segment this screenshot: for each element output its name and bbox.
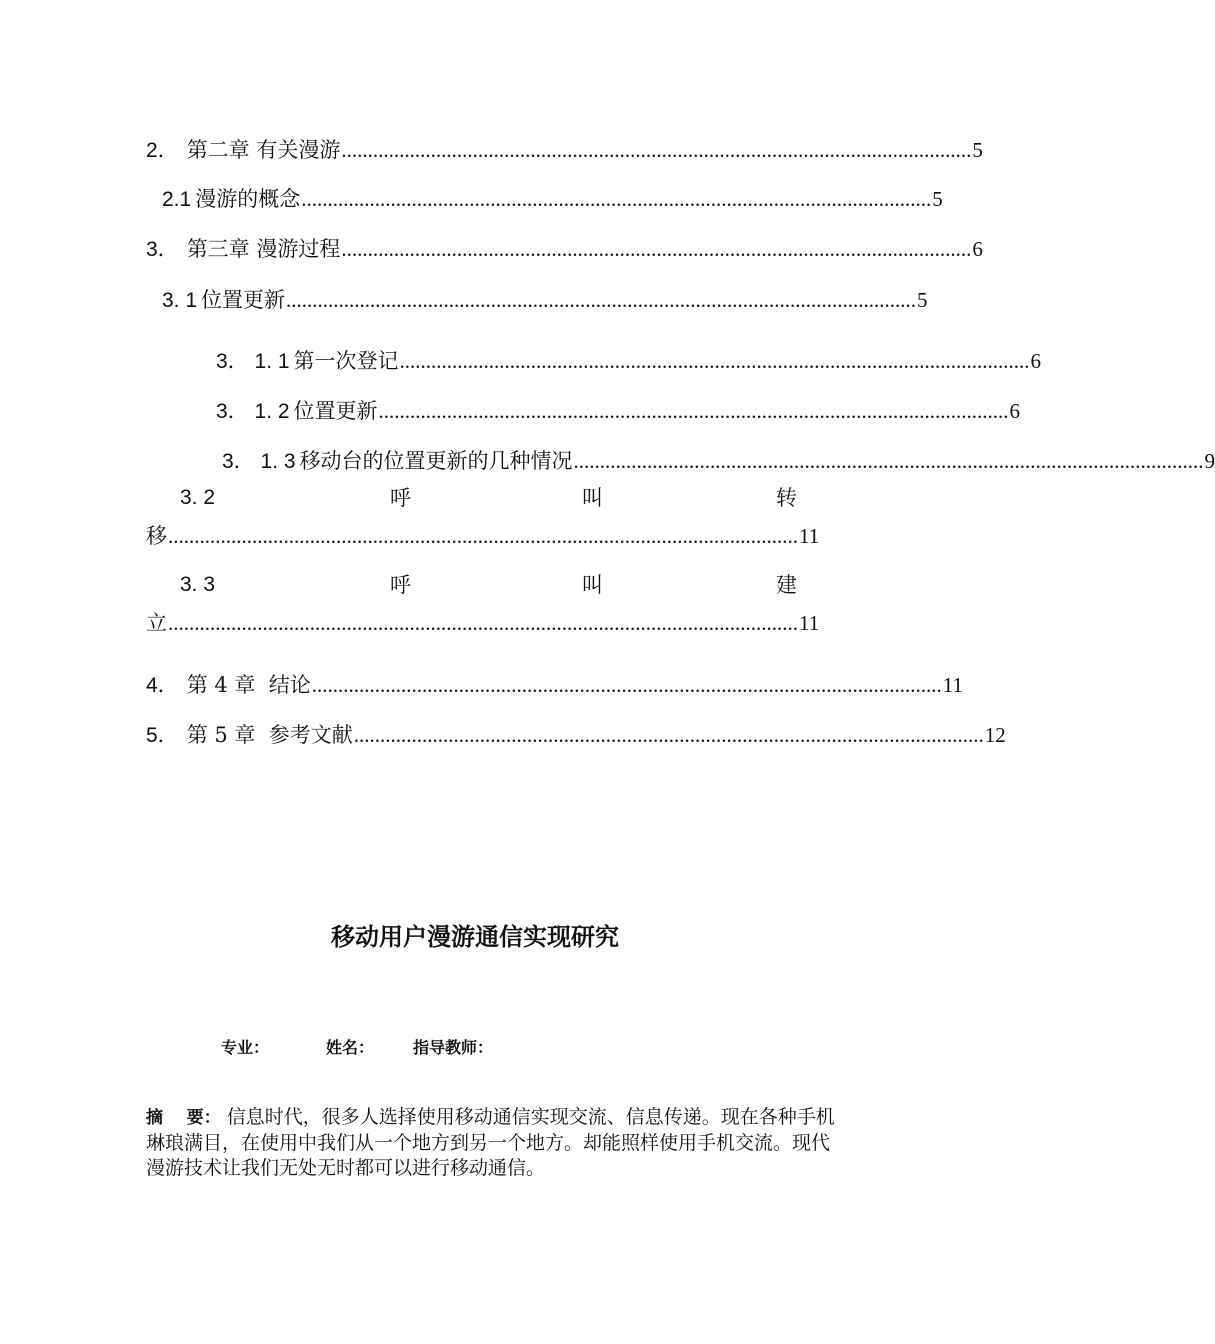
toc-leader: ........................................................................................................................ (353, 723, 984, 747)
toc-entry[interactable] (146, 671, 963, 700)
abstract-label: 摘 要： (146, 1108, 221, 1128)
advisor-label: 指导教师： (413, 1038, 494, 1057)
toc-leader: ........................................................................................................................ (301, 187, 932, 211)
toc-text: 第一次登记 (293, 349, 399, 373)
toc-leader: ........................................................................................................................ (168, 611, 798, 635)
toc-entry[interactable] (162, 185, 943, 214)
toc-leader: ........................................................................................................................ (399, 349, 1030, 373)
toc-leader: ........................................................................................................................ (311, 673, 942, 697)
toc-number: 3． 1. 3 (222, 450, 296, 473)
toc-text: 立 (146, 611, 167, 635)
toc-number: 3. 1 (162, 289, 198, 312)
toc-page: 11 (942, 673, 963, 697)
toc-char: 呼 (390, 486, 411, 510)
toc-number: 3. 2 (180, 486, 216, 509)
toc-leader: ........................................................................................................................ (341, 138, 972, 162)
toc-char: 叫 (582, 486, 603, 510)
toc-entry[interactable] (146, 136, 983, 165)
toc-text: 第二章 有关漫游 (186, 138, 341, 162)
toc-page: 12 (984, 723, 1006, 747)
toc-leader: ........................................................................................................................ (168, 524, 798, 548)
toc-char: 叫 (582, 573, 603, 597)
toc-text: 移 (146, 524, 167, 548)
toc-text: 移动台的位置更新的几种情况 (299, 449, 573, 473)
toc-number: 3． 1. 1 (216, 350, 290, 373)
toc-page: 5 (932, 187, 943, 211)
toc-page: 6 (972, 237, 983, 261)
toc-text: 位置更新 (201, 288, 286, 312)
abstract (146, 1105, 846, 1181)
toc-entry[interactable] (216, 397, 1021, 426)
toc-number: 2.1 (162, 188, 192, 211)
toc-number: 4． (146, 674, 179, 697)
toc-entry[interactable] (162, 286, 928, 315)
major-label: 专业： (221, 1038, 270, 1057)
toc-page: 9 (1204, 449, 1215, 473)
toc-text: 第 4 章 结论 (186, 673, 311, 697)
toc-number: 3. 3 (180, 573, 216, 596)
toc-text: 第 5 章 参考文献 (186, 723, 353, 747)
toc-leader: ........................................................................................................................ (378, 399, 1009, 423)
name-label: 姓名： (326, 1038, 375, 1057)
document-title: 移动用户漫游通信实现研究 (331, 923, 619, 951)
toc-entry[interactable] (222, 447, 1215, 476)
toc-leader: ........................................................................................................................ (341, 237, 972, 261)
toc-text: 第三章 漫游过程 (186, 237, 341, 261)
toc-page: 11 (799, 611, 820, 635)
toc-char: 呼 (390, 573, 411, 597)
abstract-text: 信息时代，很多人选择使用移动通信实现交流、信息传递。现在各种手机琳琅满目，在使用中我们从一个地方到另一个地方。却能照样使用手机交流。现代漫游技术让我们无处无时都可以进行移动通信。 (146, 1106, 835, 1179)
toc-number: 3． 1. 2 (216, 400, 290, 423)
toc-page: 5 (917, 288, 928, 312)
toc-number: 2． (146, 139, 179, 162)
toc-number: 5． (146, 724, 179, 747)
toc-text: 位置更新 (293, 399, 378, 423)
toc-leader: ........................................................................................................................ (573, 449, 1204, 473)
toc-entry[interactable] (146, 235, 983, 264)
toc-page: 6 (1030, 349, 1042, 373)
toc-char: 建 (776, 573, 797, 597)
toc-entry-continuation[interactable] (146, 522, 820, 550)
toc-entry-continuation[interactable] (146, 609, 820, 637)
toc-page: 6 (1009, 399, 1021, 423)
toc-entry[interactable] (216, 347, 1042, 376)
toc-number: 3． (146, 238, 179, 261)
toc-page: 5 (972, 138, 983, 162)
toc-char: 转 (776, 486, 797, 510)
toc-text: 漫游的概念 (195, 187, 301, 211)
toc-page: 11 (799, 524, 820, 548)
toc-entry[interactable] (146, 721, 1006, 750)
toc-leader: ........................................................................................................................ (286, 288, 917, 312)
